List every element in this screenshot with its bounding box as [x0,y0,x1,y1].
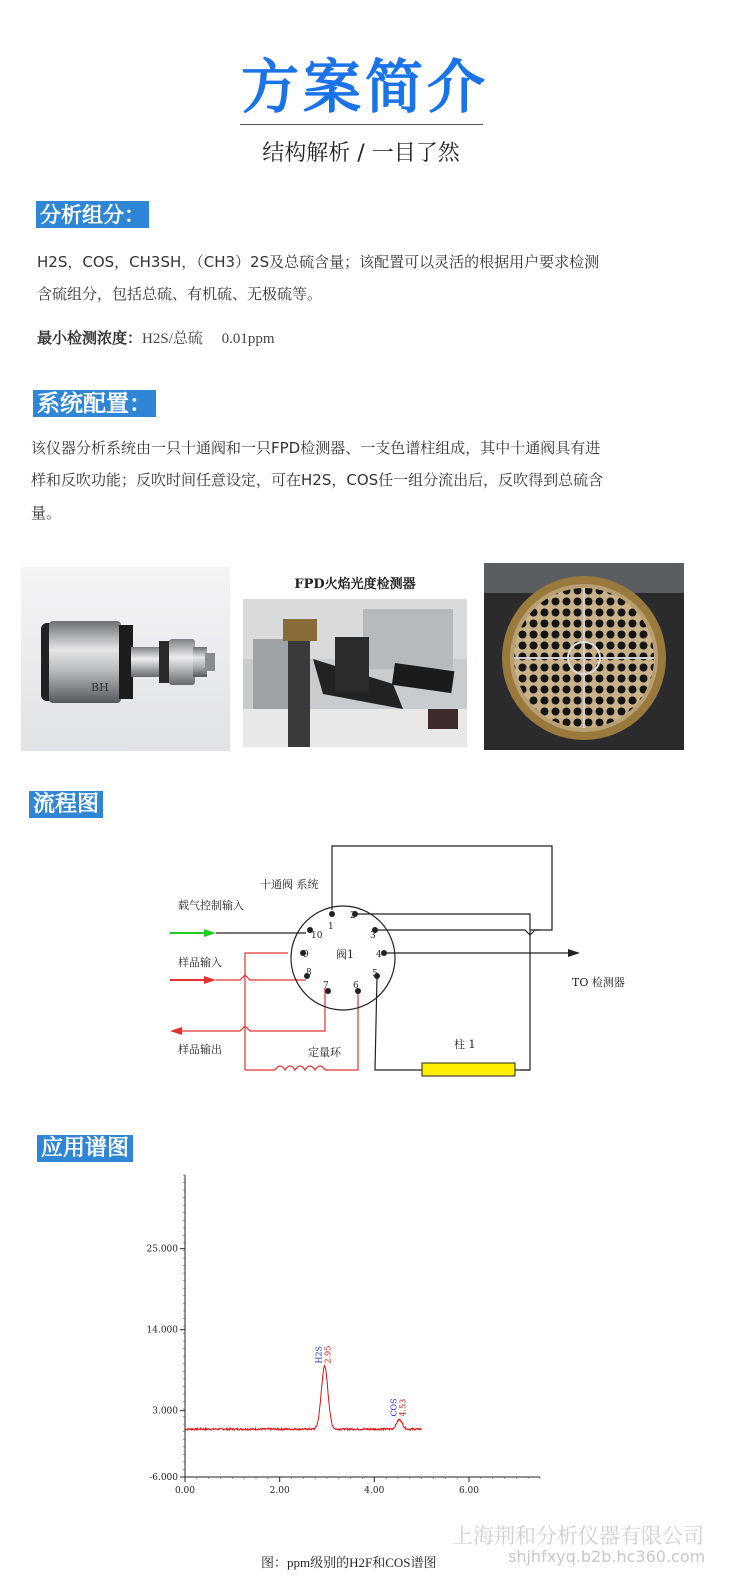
min-detection-value: H2S/总硫 0.01ppm [142,331,275,347]
page-subtitle: 结构解析 / 一目了然 [262,141,460,166]
valve-label: 阀1 [336,948,354,961]
y-tick-label: 25.000 [146,1244,178,1255]
chromatogram-chart [140,1170,560,1515]
valve-photo [21,567,230,751]
x-tick-label: 6.00 [458,1486,480,1496]
port-label-4: 4 [376,950,382,960]
config-text-line2: 样和反吹功能；反吹时间任意设定，可在H2S，COS任一组分流出后，反吹得到总硫含 [31,471,604,489]
page-title: 方案简介 [240,53,489,121]
min-detection-label: 最小检测浓度： [37,329,143,347]
config-text-line1: 该仪器分析系统由一只十通阀和一只FPD检测器、一支色谱柱组成，其中十通阀具有进 [31,439,601,457]
peak-time-label: 4.53 [398,1398,408,1417]
port-label-3: 3 [370,931,376,941]
section-tag-spectrum: 应用谱图 [37,1135,133,1162]
port-label-5: 5 [372,969,378,979]
watermark-url: shjhfxyq.b2b.hc360.com [508,1547,706,1566]
port-label-9: 9 [303,950,309,960]
analysis-text-line1: H2S，COS，CH3SH，（CH3）2S及总硫含量；该配置可以灵活的根据用户要求检测 [37,253,600,271]
config-text-line3: 量。 [31,504,62,522]
figure-caption: 图：ppm级别的H2F和COS谱图 [261,1555,437,1570]
port-label-10: 10 [311,931,323,941]
sample-out-label: 样品输出 [178,1043,222,1056]
title-divider [240,124,483,125]
column-label: 柱 1 [454,1038,476,1051]
loop-label: 定量环 [308,1046,341,1059]
port-label-6: 6 [353,981,359,991]
port-label-1: 1 [328,922,334,932]
min-detection [37,327,275,350]
y-tick-label: 3.000 [152,1406,178,1417]
x-tick-label: 2.00 [269,1486,290,1496]
x-tick-label: 0.00 [174,1486,196,1496]
y-tick-label: 14.000 [146,1325,178,1336]
valve-engraving: BH [91,681,109,694]
analysis-text-line2: 含硫组分，包括总硫、有机硫、无极硫等。 [37,285,323,303]
peak-name-label: COS [389,1398,399,1417]
chromatogram-trace [185,1366,422,1430]
y-tick-label: -6.000 [149,1473,178,1483]
fpd-caption: FPD火焰光度检测器 [294,577,416,592]
valve-system-label: 十通阀 系统 [260,878,319,891]
section-tag-analysis: 分析组分： [36,201,149,228]
column-bundle-photo [484,563,684,750]
peak-name-label: H2S [314,1345,324,1364]
flow-diagram [160,838,640,1078]
section-tag-config: 系统配置： [33,390,156,417]
sample-in-label: 样品输入 [178,956,222,969]
section-tag-flow: 流程图 [29,791,103,818]
x-tick-label: 4.00 [364,1486,385,1496]
peak-time-label: 2.95 [323,1345,333,1364]
port-label-2: 2 [350,911,356,921]
port-label-7: 7 [323,981,329,991]
fpd-detector-photo [243,599,467,747]
port-label-8: 8 [306,968,312,978]
detector-label: TO 检测器 [572,976,625,989]
watermark-company: 上海荆和分析仪器有限公司 [452,1524,704,1548]
carrier-label: 载气控制输入 [178,899,244,912]
